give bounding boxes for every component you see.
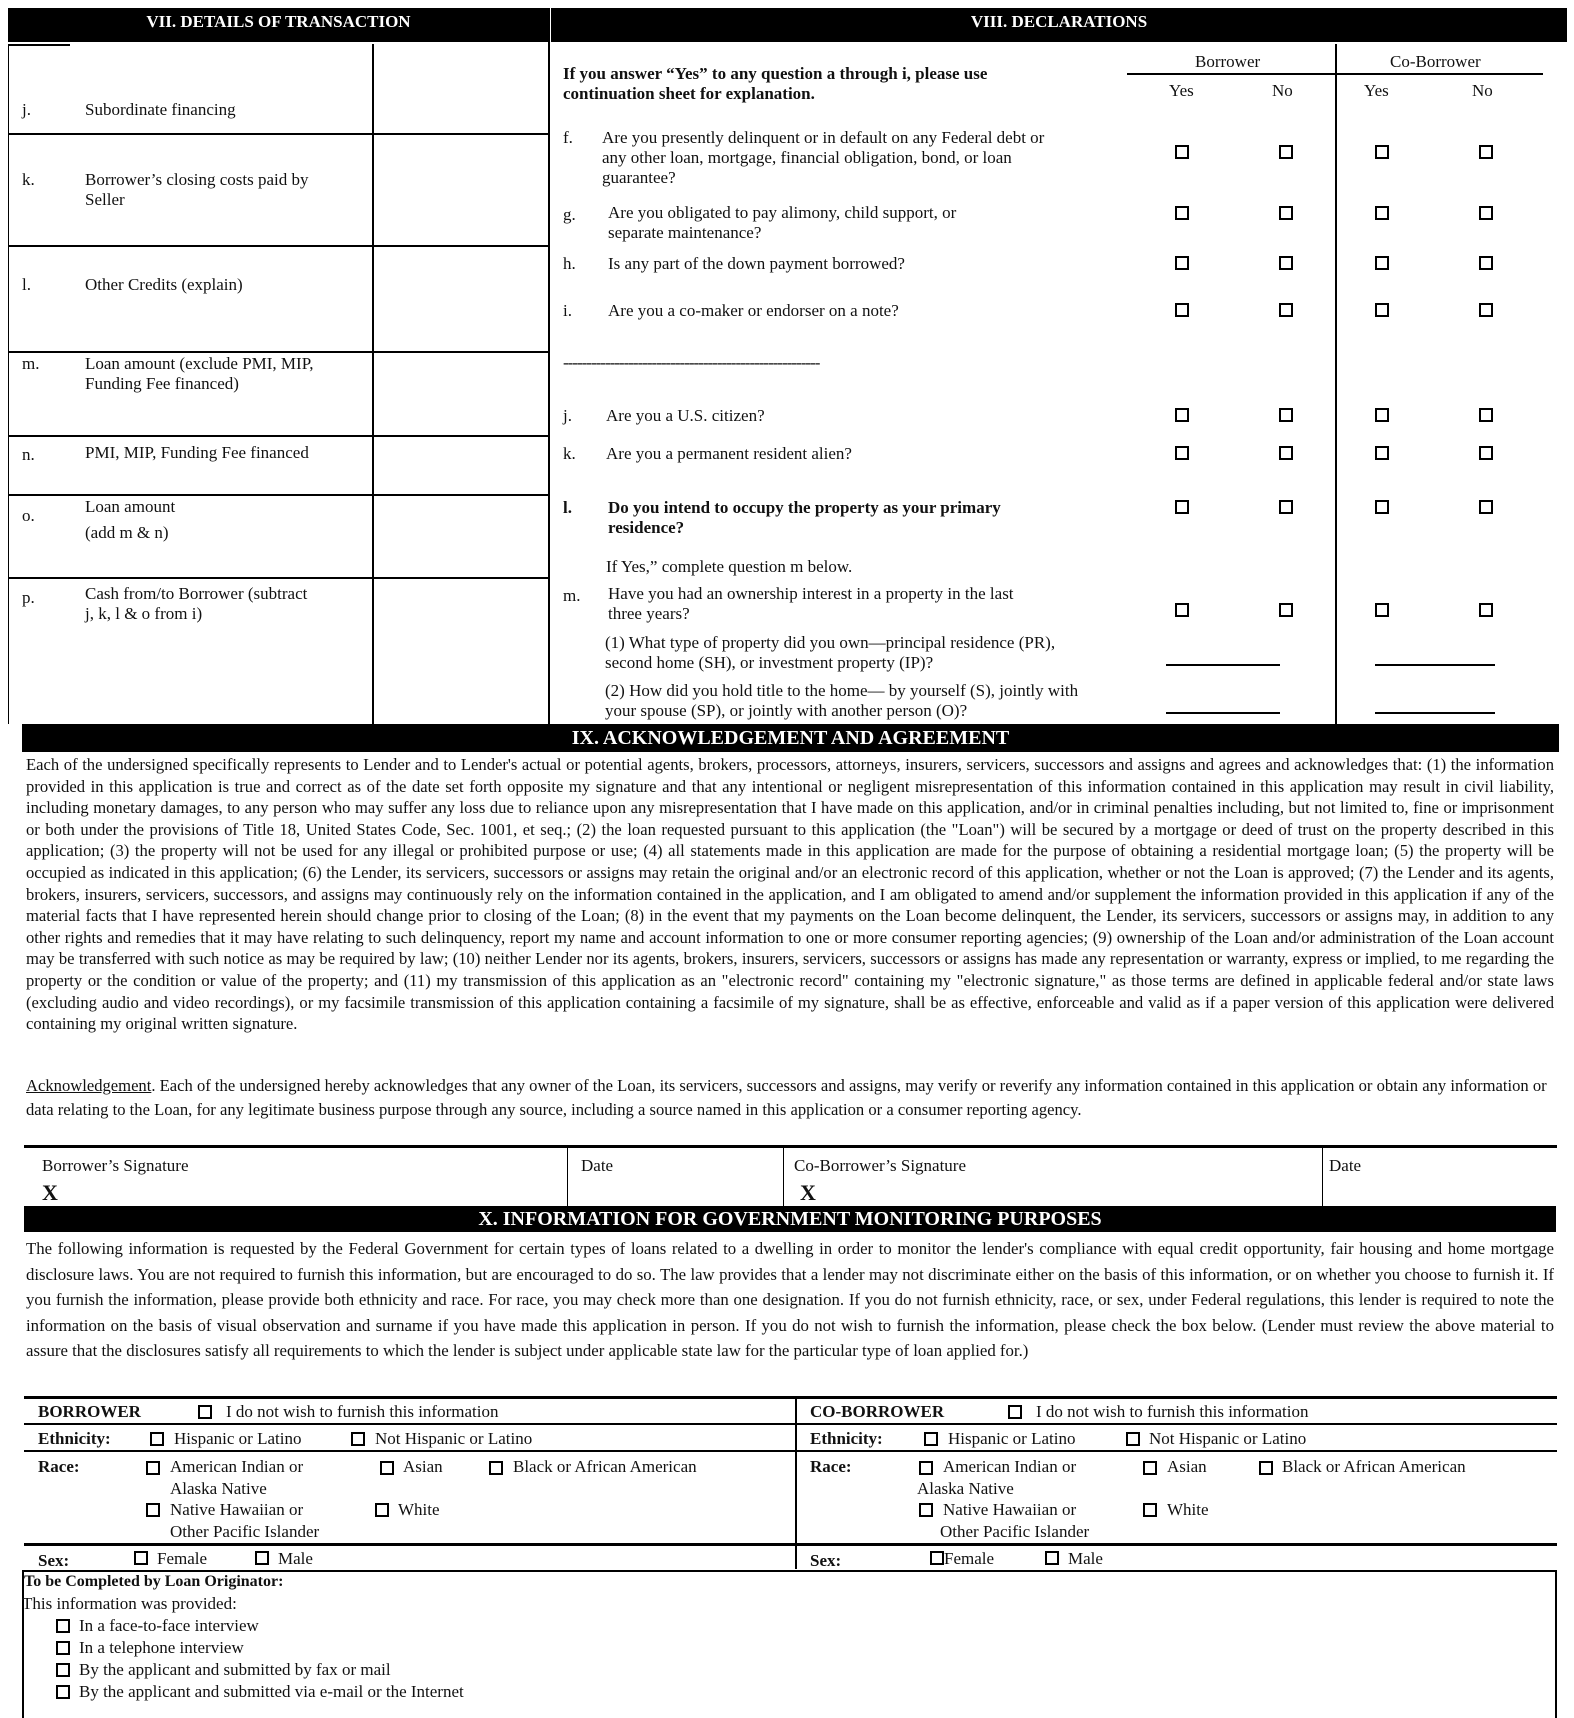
l-borrower-no-checkbox[interactable] [1279,500,1293,514]
borrower-american-indian-checkbox[interactable] [146,1461,160,1475]
acknowledgement-paragraph: Acknowledgement. Each of the undersigned hereby acknowledges that any owner of the Loan, its servicers, successors and assigns, may verify or reverify any information contained in this application or obtain any information or data relating to the Loan, for any legitimate business purpose through any source, including a source named in this application or a consumer reporting agency. [26,1076,1547,1119]
h-coborrower-yes-checkbox[interactable] [1375,256,1389,270]
telephone-checkbox[interactable] [56,1641,70,1655]
borrower-col-header: Borrower [1195,52,1261,71]
k-coborrower-yes-checkbox[interactable] [1375,446,1389,460]
borrower-male-checkbox[interactable] [255,1551,269,1565]
originator-intro: This information was provided: [22,1594,237,1613]
g-coborrower-no-checkbox[interactable] [1479,206,1493,220]
f-coborrower-no-checkbox[interactable] [1479,145,1493,159]
coborrower-no-furnish-checkbox[interactable] [1008,1405,1022,1419]
question-m-2: (2) How did you hold title to the home— by yourself (S), jointly with your spouse (SP), or jointly with another person (O)? [605,681,1079,720]
monitoring-body: The following information is requested by the Federal Government for certain types of loans related to a dwelling in order to monitor the lender's compliance with equal credit opportunity, fair housing and home mortgage disclosure laws. You are not required to furnish this information, but are encouraged to do so. The law provides that a lender may not discriminate either on the basis of this information, or on whether you choose to furnish it. If you furnish the information, please provide both ethnicity and race. For race, you may check more than one designation. If you do not furnish ethnicity, race, or sex, under Federal regulations, this lender is required to note the information on the basis of visual observation and surname if you have made this application in person. If you do not wish to furnish the information, please check the box below. (Lender must review the above material to assure that the disclosures satisfy all requirements to which the lender is subject under applicable state law for the particular type of loan applied for.) [26,1239,1554,1361]
i-borrower-no-checkbox[interactable] [1279,303,1293,317]
m2-borrower-blank[interactable] [1166,712,1280,714]
declarations-instruction: If you answer “Yes” to any question a through i, please use continuation sheet for explanation. [563,64,988,103]
if-yes-note: If Yes,” complete question m below. [606,557,853,576]
question-g: Are you obligated to pay alimony, child support, or separate maintenance? [608,203,957,242]
f-borrower-no-checkbox[interactable] [1279,145,1293,159]
borrower-black-checkbox[interactable] [489,1461,503,1475]
j-coborrower-yes-checkbox[interactable] [1375,408,1389,422]
i-coborrower-yes-checkbox[interactable] [1375,303,1389,317]
m-borrower-no-checkbox[interactable] [1279,603,1293,617]
g-borrower-yes-checkbox[interactable] [1175,206,1189,220]
question-h: Is any part of the down payment borrowed? [608,254,905,273]
k-coborrower-no-checkbox[interactable] [1479,446,1493,460]
coborrower-col-header: Co-Borrower [1390,52,1481,71]
m-coborrower-yes-checkbox[interactable] [1375,603,1389,617]
k-borrower-yes-checkbox[interactable] [1175,446,1189,460]
borrower-ethnicity-label: Ethnicity: [38,1429,111,1448]
j-coborrower-no-checkbox[interactable] [1479,408,1493,422]
section-vii-title: VII. DETAILS OF TRANSACTION [8,8,549,42]
acknowledgement-body: Each of the undersigned specifically represents to Lender and to Lender's actual or potential agents, brokers, processors, attorneys, insurers, servicers, successors and assigns and agrees and acknowledges that: (1) the information provided in this application is true and correct as of the date set forth opposite my signature and that any intentional or negligent misrepresentation of this information contained in this application may result in civil liability, including monetary damages, to any person who may suffer any loss due to reliance upon any misrepresentation that I have made on this application, and/or in criminal penalties including, but not limited to, fine or imprisonment or both under the provisions of Title 18, United States Code, Sec. 1001, et seq.; (2) the loan requested pursuant to this application (the "Loan") will be secured by a mortgage or deed of trust on the property described in this application; (3) the property will not be used for any illegal or prohibited purpose or use; (4) all statements made in this application are made for the purpose of obtaining a residential mortgage loan; (5) the property will be occupied as indicated in this application; (6) the Lender, its servicers, successors or assigns may retain the original and/or an electronic record of this application, whether or not the Loan is approved; (7) the Lender and its agents, brokers, insurers, servicers, successors, and assigns may continuously rely on the information contained in the application, and I am obligated to amend and/or supplement the information provided in this application if any of the material facts that I have represented herein should change prior to closing of the Loan; (8) in the event that my payments on the Loan become delinquent, the Lender, its servicers, successors or assigns may, in addition to any other rights and remedies that it may have relating to such delinquency, report my name and account information to one or more consumer reporting agencies; (9) ownership of the Loan and/or administration of the Loan account may be transferred with such notice as may be required by law; (10) neither Lender nor its agents, brokers, insurers, servicers, successors or assigns has made any representation or warranty, express or implied, to me regarding the property or the condition or value of the property; and (11) my transmission of this application as an "electronic record" containing my "electronic signature," as those terms are defined in applicable federal and/or state laws (excluding audio and video recordings), or my facsimile transmission of this application containing a facsimile of my signature, shall be as effective, enforceable and valid as if a paper version of this application were delivered containing my original written signature. [26,755,1554,1034]
question-f: Are you presently delinquent or in default on any Federal debt or any other loan, mortgage, financial obligation, bond, or loan guarantee? [602,128,1045,187]
f-coborrower-yes-checkbox[interactable] [1375,145,1389,159]
section-viii-title: VIII. DECLARATIONS [551,8,1567,42]
coborrower-female-checkbox[interactable] [930,1551,944,1565]
face-to-face-checkbox[interactable] [56,1619,70,1633]
l-coborrower-no-checkbox[interactable] [1479,500,1493,514]
j-borrower-no-checkbox[interactable] [1279,408,1293,422]
section-ix-title: IX. ACKNOWLEDGEMENT AND AGREEMENT [22,724,1559,752]
coborrower-race-label: Race: [810,1457,852,1476]
coborrower-american-indian-checkbox[interactable] [919,1461,933,1475]
borrower-asian-checkbox[interactable] [380,1461,394,1475]
coborrower-yes-header: Yes [1364,81,1389,100]
l-coborrower-yes-checkbox[interactable] [1375,500,1389,514]
h-borrower-no-checkbox[interactable] [1279,256,1293,270]
question-m: Have you had an ownership interest in a property in the last three years? [608,584,1014,623]
j-borrower-yes-checkbox[interactable] [1175,408,1189,422]
borrower-monitoring-label: BORROWER [38,1402,141,1421]
borrower-yes-header: Yes [1169,81,1194,100]
f-borrower-yes-checkbox[interactable] [1175,145,1189,159]
section-x-title: X. INFORMATION FOR GOVERNMENT MONITORING PURPOSES [24,1206,1556,1232]
l-borrower-yes-checkbox[interactable] [1175,500,1189,514]
coborrower-ethnicity-label: Ethnicity: [810,1429,883,1448]
borrower-not-hispanic-checkbox[interactable] [351,1432,365,1446]
m-coborrower-no-checkbox[interactable] [1479,603,1493,617]
question-l: Do you intend to occupy the property as your primary residence? [608,498,1001,537]
coborrower-no-header: No [1472,81,1493,100]
m2-coborrower-blank[interactable] [1375,712,1495,714]
i-borrower-yes-checkbox[interactable] [1175,303,1189,317]
question-j: Are you a U.S. citizen? [606,406,765,425]
borrower-sex-label: Sex: [38,1551,70,1570]
coborrower-hawaiian-checkbox[interactable] [919,1503,933,1517]
coborrower-asian-checkbox[interactable] [1143,1461,1157,1475]
borrower-hawaiian-checkbox[interactable] [146,1503,160,1517]
m-borrower-yes-checkbox[interactable] [1175,603,1189,617]
borrower-no-furnish-checkbox[interactable] [198,1405,212,1419]
question-k: Are you a permanent resident alien? [606,444,852,463]
coborrower-hispanic-checkbox[interactable] [924,1432,938,1446]
borrower-hispanic-checkbox[interactable] [150,1432,164,1446]
coborrower-white-checkbox[interactable] [1143,1503,1157,1517]
internet-checkbox[interactable] [56,1685,70,1699]
k-borrower-no-checkbox[interactable] [1279,446,1293,460]
declarations-separator: ------------------------------------------------------- [563,353,820,372]
coborrower-male-checkbox[interactable] [1045,1551,1059,1565]
m1-coborrower-blank[interactable] [1375,664,1495,666]
fax-mail-checkbox[interactable] [56,1663,70,1677]
g-borrower-no-checkbox[interactable] [1279,206,1293,220]
h-borrower-yes-checkbox[interactable] [1175,256,1189,270]
borrower-race-label: Race: [38,1457,80,1476]
question-i: Are you a co-maker or endorser on a note? [608,301,899,320]
coborrower-monitoring-label: CO-BORROWER [810,1402,945,1421]
i-coborrower-no-checkbox[interactable] [1479,303,1493,317]
m1-borrower-blank[interactable] [1166,664,1280,666]
borrower-white-checkbox[interactable] [375,1503,389,1517]
h-coborrower-no-checkbox[interactable] [1479,256,1493,270]
borrower-female-checkbox[interactable] [134,1551,148,1565]
coborrower-not-hispanic-checkbox[interactable] [1126,1432,1140,1446]
originator-title: To be Completed by Loan Originator: [24,1573,284,1590]
borrower-no-header: No [1272,81,1293,100]
g-coborrower-yes-checkbox[interactable] [1375,206,1389,220]
coborrower-black-checkbox[interactable] [1259,1461,1273,1475]
coborrower-sex-label: Sex: [810,1551,842,1570]
question-m-1: (1) What type of property did you own—principal residence (PR), second home (SH), or investment property (IP)? [605,633,1056,672]
